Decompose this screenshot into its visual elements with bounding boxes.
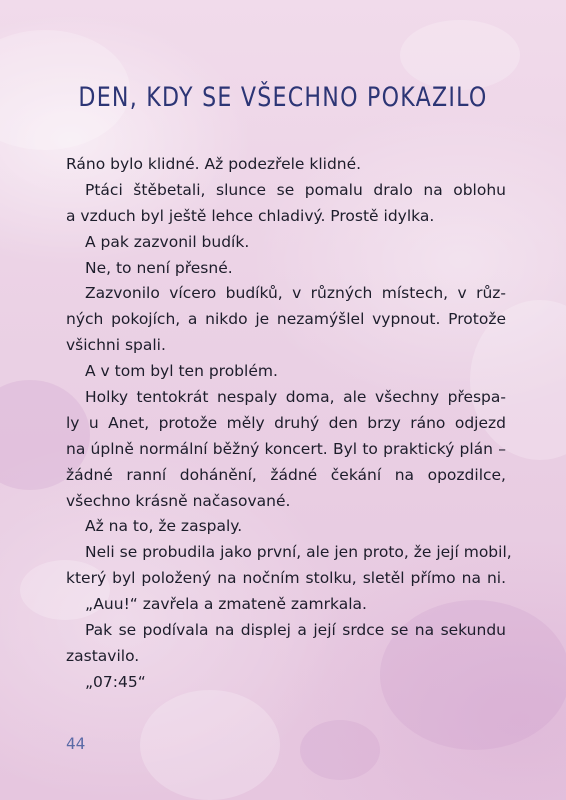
text-line: všichni spali. [66, 336, 166, 355]
text-line: ly u Anet, protože měly druhý den brzy ráno odjezd [66, 413, 506, 432]
chapter-body-text [66, 152, 512, 696]
background-splash [140, 690, 280, 800]
text-line: a vzduch byl ještě lehce chladivý. Prostě idylka. [66, 206, 435, 225]
text-line: na úplně normální běžný koncert. Byl to praktický plán – [66, 439, 506, 458]
background-splash [300, 720, 380, 780]
text-line: Zazvonilo vícero budíků, v různých místech, v růz- [85, 284, 506, 303]
background-splash [400, 20, 520, 90]
text-line: Ráno bylo klidné. Až podezřele klidné. [66, 155, 362, 173]
text-line: Pak se podívala na displej a její srdce se na sekundu [85, 621, 506, 640]
text-line: Až na to, že zaspaly. [85, 517, 243, 536]
text-line: zastavilo. [66, 646, 140, 665]
text-line: Holky tentokrát nespaly doma, ale všechny přespa- [85, 388, 506, 407]
page-number: 44 [66, 734, 86, 753]
text-line: Ptáci štěbetali, slunce se pomalu dralo na oblohu [85, 180, 506, 199]
text-line: A v tom byl ten problém. [85, 362, 278, 381]
text-line: Ne, to není přesné. [85, 258, 233, 277]
text-line: všechno krásně načasované. [66, 491, 291, 510]
text-line: žádné ranní dohánění, žádné čekání na opozdilce, [66, 465, 506, 484]
text-line: Neli se probudila jako první, ale jen proto, že její mobil, [85, 543, 512, 562]
text-line: „Auu!“ zavřela a zmateně zamrkala. [85, 595, 367, 614]
text-line: A pak zazvonil budík. [85, 232, 250, 251]
chapter-title: DEN, KDY SE VŠECHNO POKAZILO [78, 82, 488, 113]
text-line: ných pokojích, a nikdo je nezamýšlel vypnout. Protože [66, 310, 506, 329]
text-line: „07:45“ [85, 672, 146, 691]
text-line: který byl položený na nočním stolku, sletěl přímo na ni. [66, 569, 506, 588]
